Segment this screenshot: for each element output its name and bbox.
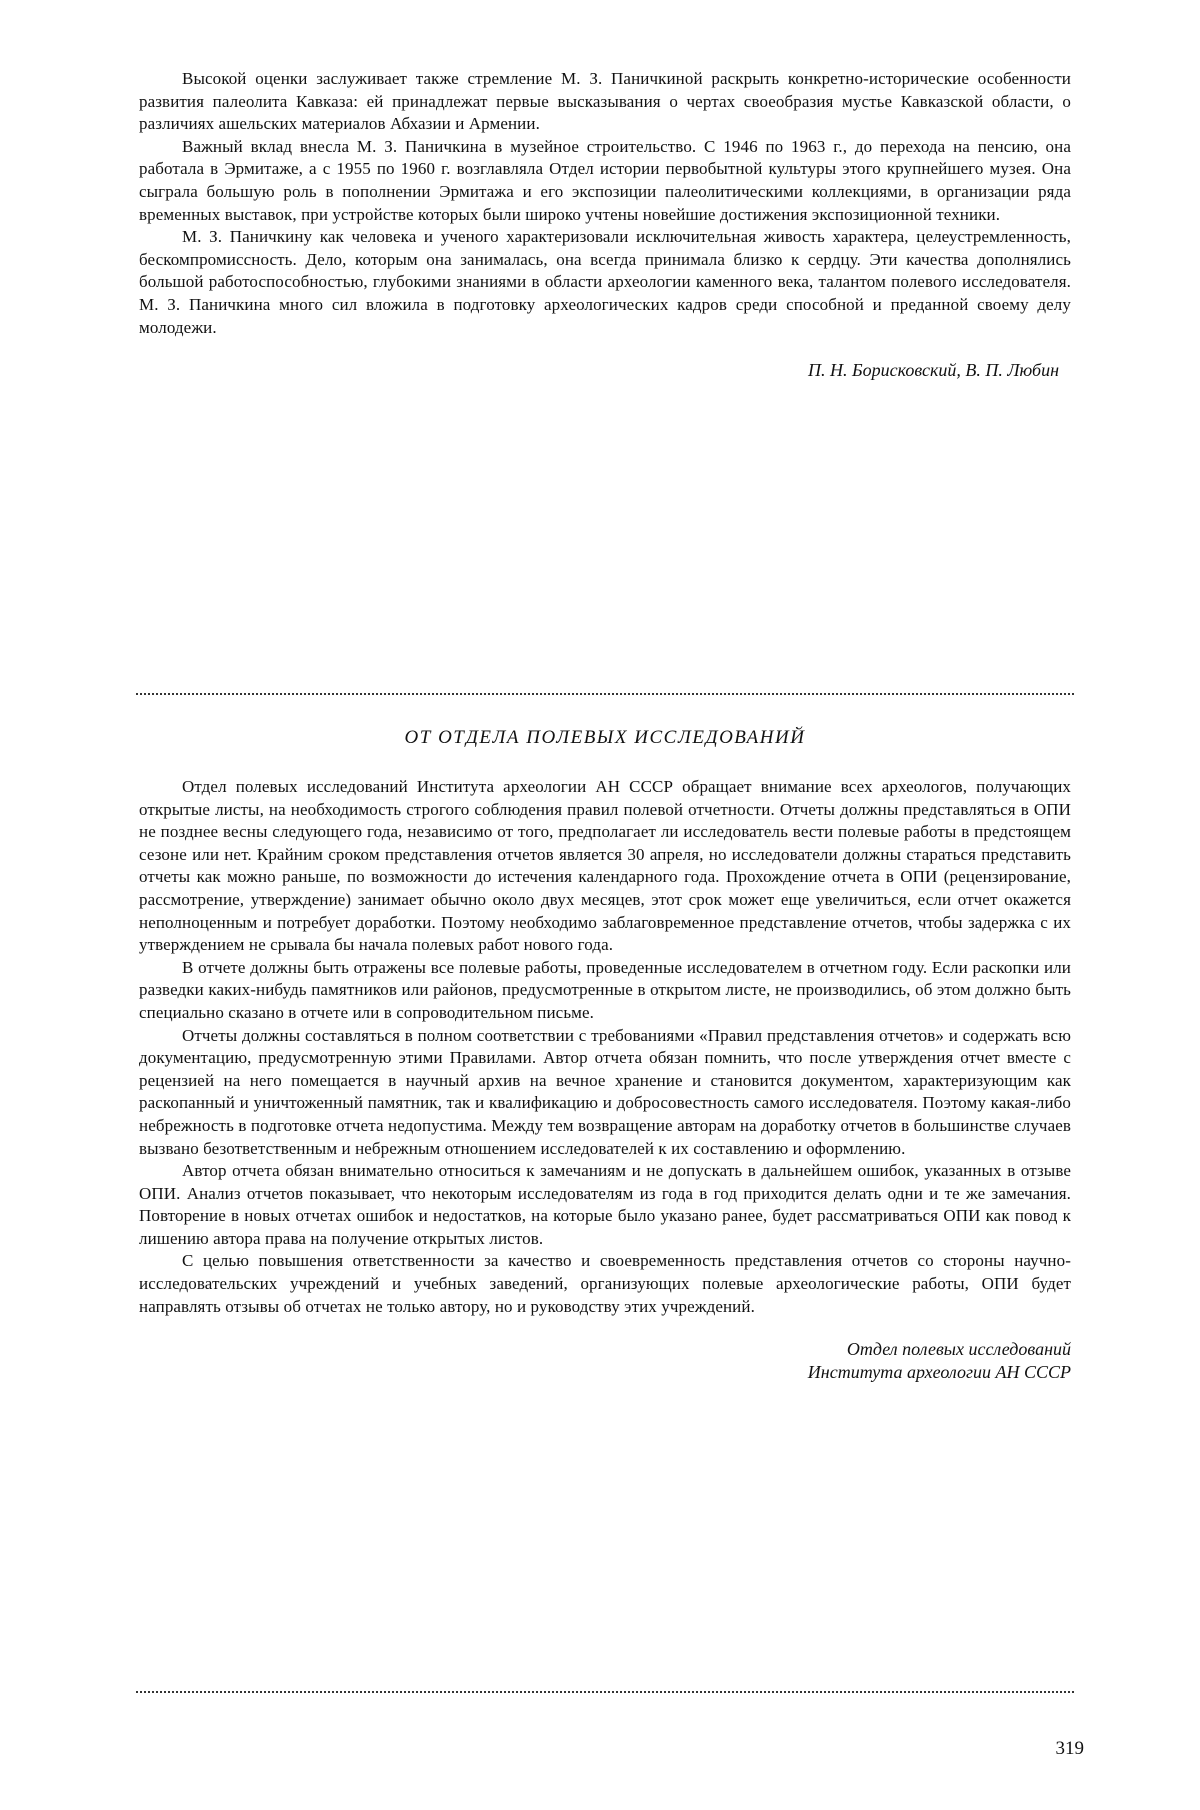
department-signature bbox=[139, 1338, 1071, 1384]
top-paragraph-3: М. З. Паничкину как человека и ученого характеризовали исключительная живость характера, целеустремленность, бескомпромиссность. Дело, которым она занималась, она всегда принимала близко к сердцу. Эти качества дополнялись большой работоспособностью, глубокими знаниями в области археологии каменного века, талантом полевого исследователя. М. З. Паничкина много сил вложила в подготовку археологических кадров среди способной и преданной своему делу молодежи. bbox=[139, 227, 1071, 337]
section-paragraph-4: Автор отчета обязан внимательно относиться к замечаниям и не допускать в дальнейшем ошибок, указанных в отзыве ОПИ. Анализ отчетов показывает, что некоторым исследователям из года в год приходится делать одни и те же замечания. Повторение в новых отчетах ошибок и недостатков, на которые было указано ранее, будет рассматриваться ОПИ как повод к лишению автора права на получение открытых листов. bbox=[139, 1161, 1071, 1248]
obituary-continuation bbox=[139, 68, 1071, 382]
section-paragraph-5: С целью повышения ответственности за качество и своевременность представления отчетов со стороны научно-исследовательских учреждений и учебных заведений, организующих полевые археологические работы, ОПИ будет направлять отзывы об отчетах не только автору, но и руководству этих учреждений. bbox=[139, 1251, 1071, 1316]
section-body bbox=[139, 776, 1071, 1384]
section-paragraph-3: Отчеты должны составляться в полном соответствии с требованиями «Правил представления отчетов» и содержать всю документацию, предусмотренную этими Правилами. Автор отчета обязан помнить, что после утверждения отчет вместе с рецензией на него помещается в научный архив на вечное хранение и становится документом, характеризующим как раскопанный и уничтоженный памятник, так и квалификацию и добросовестность самого исследователя. Поэтому какая-либо небрежность в подготовке отчета недопустима. Между тем возвращение авторам на доработку отчетов в большинстве случаев вызвано безответственным и небрежным отношением исследователей к их составлению и оформлению. bbox=[139, 1025, 1071, 1158]
section-divider-top bbox=[136, 693, 1074, 695]
page-number: 319 bbox=[1055, 1738, 1084, 1759]
section-paragraph-2: В отчете должны быть отражены все полевые работы, проведенные исследователем в отчетном году. Если раскопки или разведки каких-нибудь памятников или районов, предусмотренные в открытом листе, не производились, об этом должно быть специально сказано в отчете или в сопроводительном письме. bbox=[139, 957, 1071, 1022]
section-paragraph-1: Отдел полевых исследований Института археологии АН СССР обращает внимание всех археологов, получающих открытые листы, на необходимость строгого соблюдения правил полевой отчетности. Отчеты должны представляться в ОПИ не позднее весны следующего года, независимо от того, предполагает ли исследователь вести полевые работы в предстоящем сезоне или нет. Крайним сроком представления отчетов является 30 апреля, но исследователи должны стараться представить отчеты как можно раньше, по возможности до истечения календарного года. Прохождение отчета в ОПИ (рецензирование, рассмотрение, утверждение) занимает обычно около двух месяцев, этот срок может еще увеличиться, если отчет окажется неполноценным и потребует доработки. Поэтому необходимо заблаговременное представление отчетов, чтобы задержка с их утверждением не срывала бы начала полевых работ нового года. bbox=[139, 777, 1071, 955]
top-paragraph-1: Высокой оценки заслуживает также стремление М. З. Паничкиной раскрыть конкретно-исторические особенности развития палеолита Кавказа: ей принадлежат первые высказывания о чертах своеобразия мустье Кавказской области, о различиях ашельских материалов Абхазии и Армении. bbox=[139, 69, 1071, 134]
department-signature-line-2: Института археологии АН СССР bbox=[807, 1362, 1071, 1383]
section-divider-bottom bbox=[136, 1691, 1074, 1693]
top-paragraph-2: Важный вклад внесла М. З. Паничкина в музейное строительство. С 1946 по 1963 г., до перехода на пенсию, она работала в Эрмитаже, а с 1955 по 1960 г. возглавляла Отдел истории первобытной культуры этого крупнейшего музея. Она сыграла большую роль в пополнении Эрмитажа и его экспозиции палеолитическими коллекциями, в организации ряда временных выставок, при устройстве которых были широко учтены новейшие достижения экспозиционной техники. bbox=[139, 136, 1071, 224]
department-signature-line-1: Отдел полевых исследований bbox=[846, 1339, 1071, 1360]
authors-signature: П. Н. Борисковский, В. П. Любин bbox=[808, 360, 1059, 381]
section-title: ОТ ОТДЕЛА ПОЛЕВЫХ ИССЛЕДОВАНИЙ bbox=[404, 727, 806, 748]
